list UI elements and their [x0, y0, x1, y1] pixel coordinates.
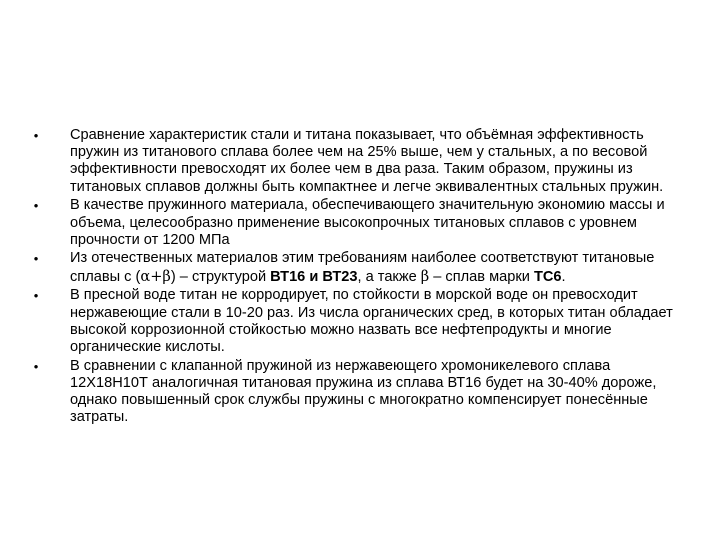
- bullet-3-part-3: , а также: [357, 268, 421, 285]
- bullet-text-3: [70, 250, 682, 285]
- bullet-icon: •: [33, 198, 39, 214]
- bullet-icon: •: [33, 288, 39, 304]
- bullet-item-2: [30, 197, 682, 249]
- bullet-3-part-5: .: [561, 268, 566, 285]
- bullet-item-4: [30, 287, 682, 356]
- bullet-text-4: В пресной воде титан не корродирует, по стойкости в морской воде он превосходит нержавеющие стали в 10-20 раз. Из числа органических сред, в которых титан обладает высокой коррозионной стойкостью можно назвать все нефтепродукты и многие органические кислоты.: [70, 287, 673, 355]
- bullet-icon: •: [33, 358, 39, 374]
- bullet-text-2: В качестве пружинного материала, обеспечивающего значительную экономию массы и объема, целесообразно применение высокопрочных титановых сплавов с уровнем прочности от 1200 МПа: [70, 197, 665, 248]
- alloy-grades-bold: ВТ16 и ВТ23: [270, 268, 358, 285]
- bullet-text-5: В сравнении с клапанной пружиной из нержавеющего хромоникелевого сплава 12Х18Н10Т аналогичная титановая пружина из сплава ВТ16 будет на 30-40% дороже, однако повышенный срок службы пружины с многократно компенсирует понесённые затраты.: [70, 357, 657, 426]
- bullet-text-1: Сравнение характеристик стали и титана показывает, что объёмная эффективность пружин из титанового сплава более чем на 25% выше, чем у стальных, а по весовой эффективности превосходят их более чем в два раза. Таким образом, пружины из титановых сплавов должны быть компактнее и легче эквивалентных стальных пружин.: [70, 127, 664, 195]
- bullet-list: [30, 127, 682, 428]
- bullet-item-3: [30, 250, 682, 285]
- bullet-icon: •: [33, 128, 39, 143]
- alpha-beta-symbol: α+β: [140, 267, 171, 285]
- bullet-3-part-1: Из отечественных материалов этим требованиям наиболее соответствуют титановые сплавы с (: [70, 250, 655, 285]
- alloy-grade-ts6-bold: ТС6: [533, 268, 562, 285]
- bullet-item-1: [30, 127, 682, 196]
- bullet-3-part-4: – сплав марки: [429, 268, 534, 285]
- bullet-item-5: [30, 358, 682, 427]
- bullet-icon: •: [33, 251, 39, 267]
- bullet-3-part-2: ) – структурой: [170, 268, 271, 285]
- beta-symbol: β: [420, 267, 430, 285]
